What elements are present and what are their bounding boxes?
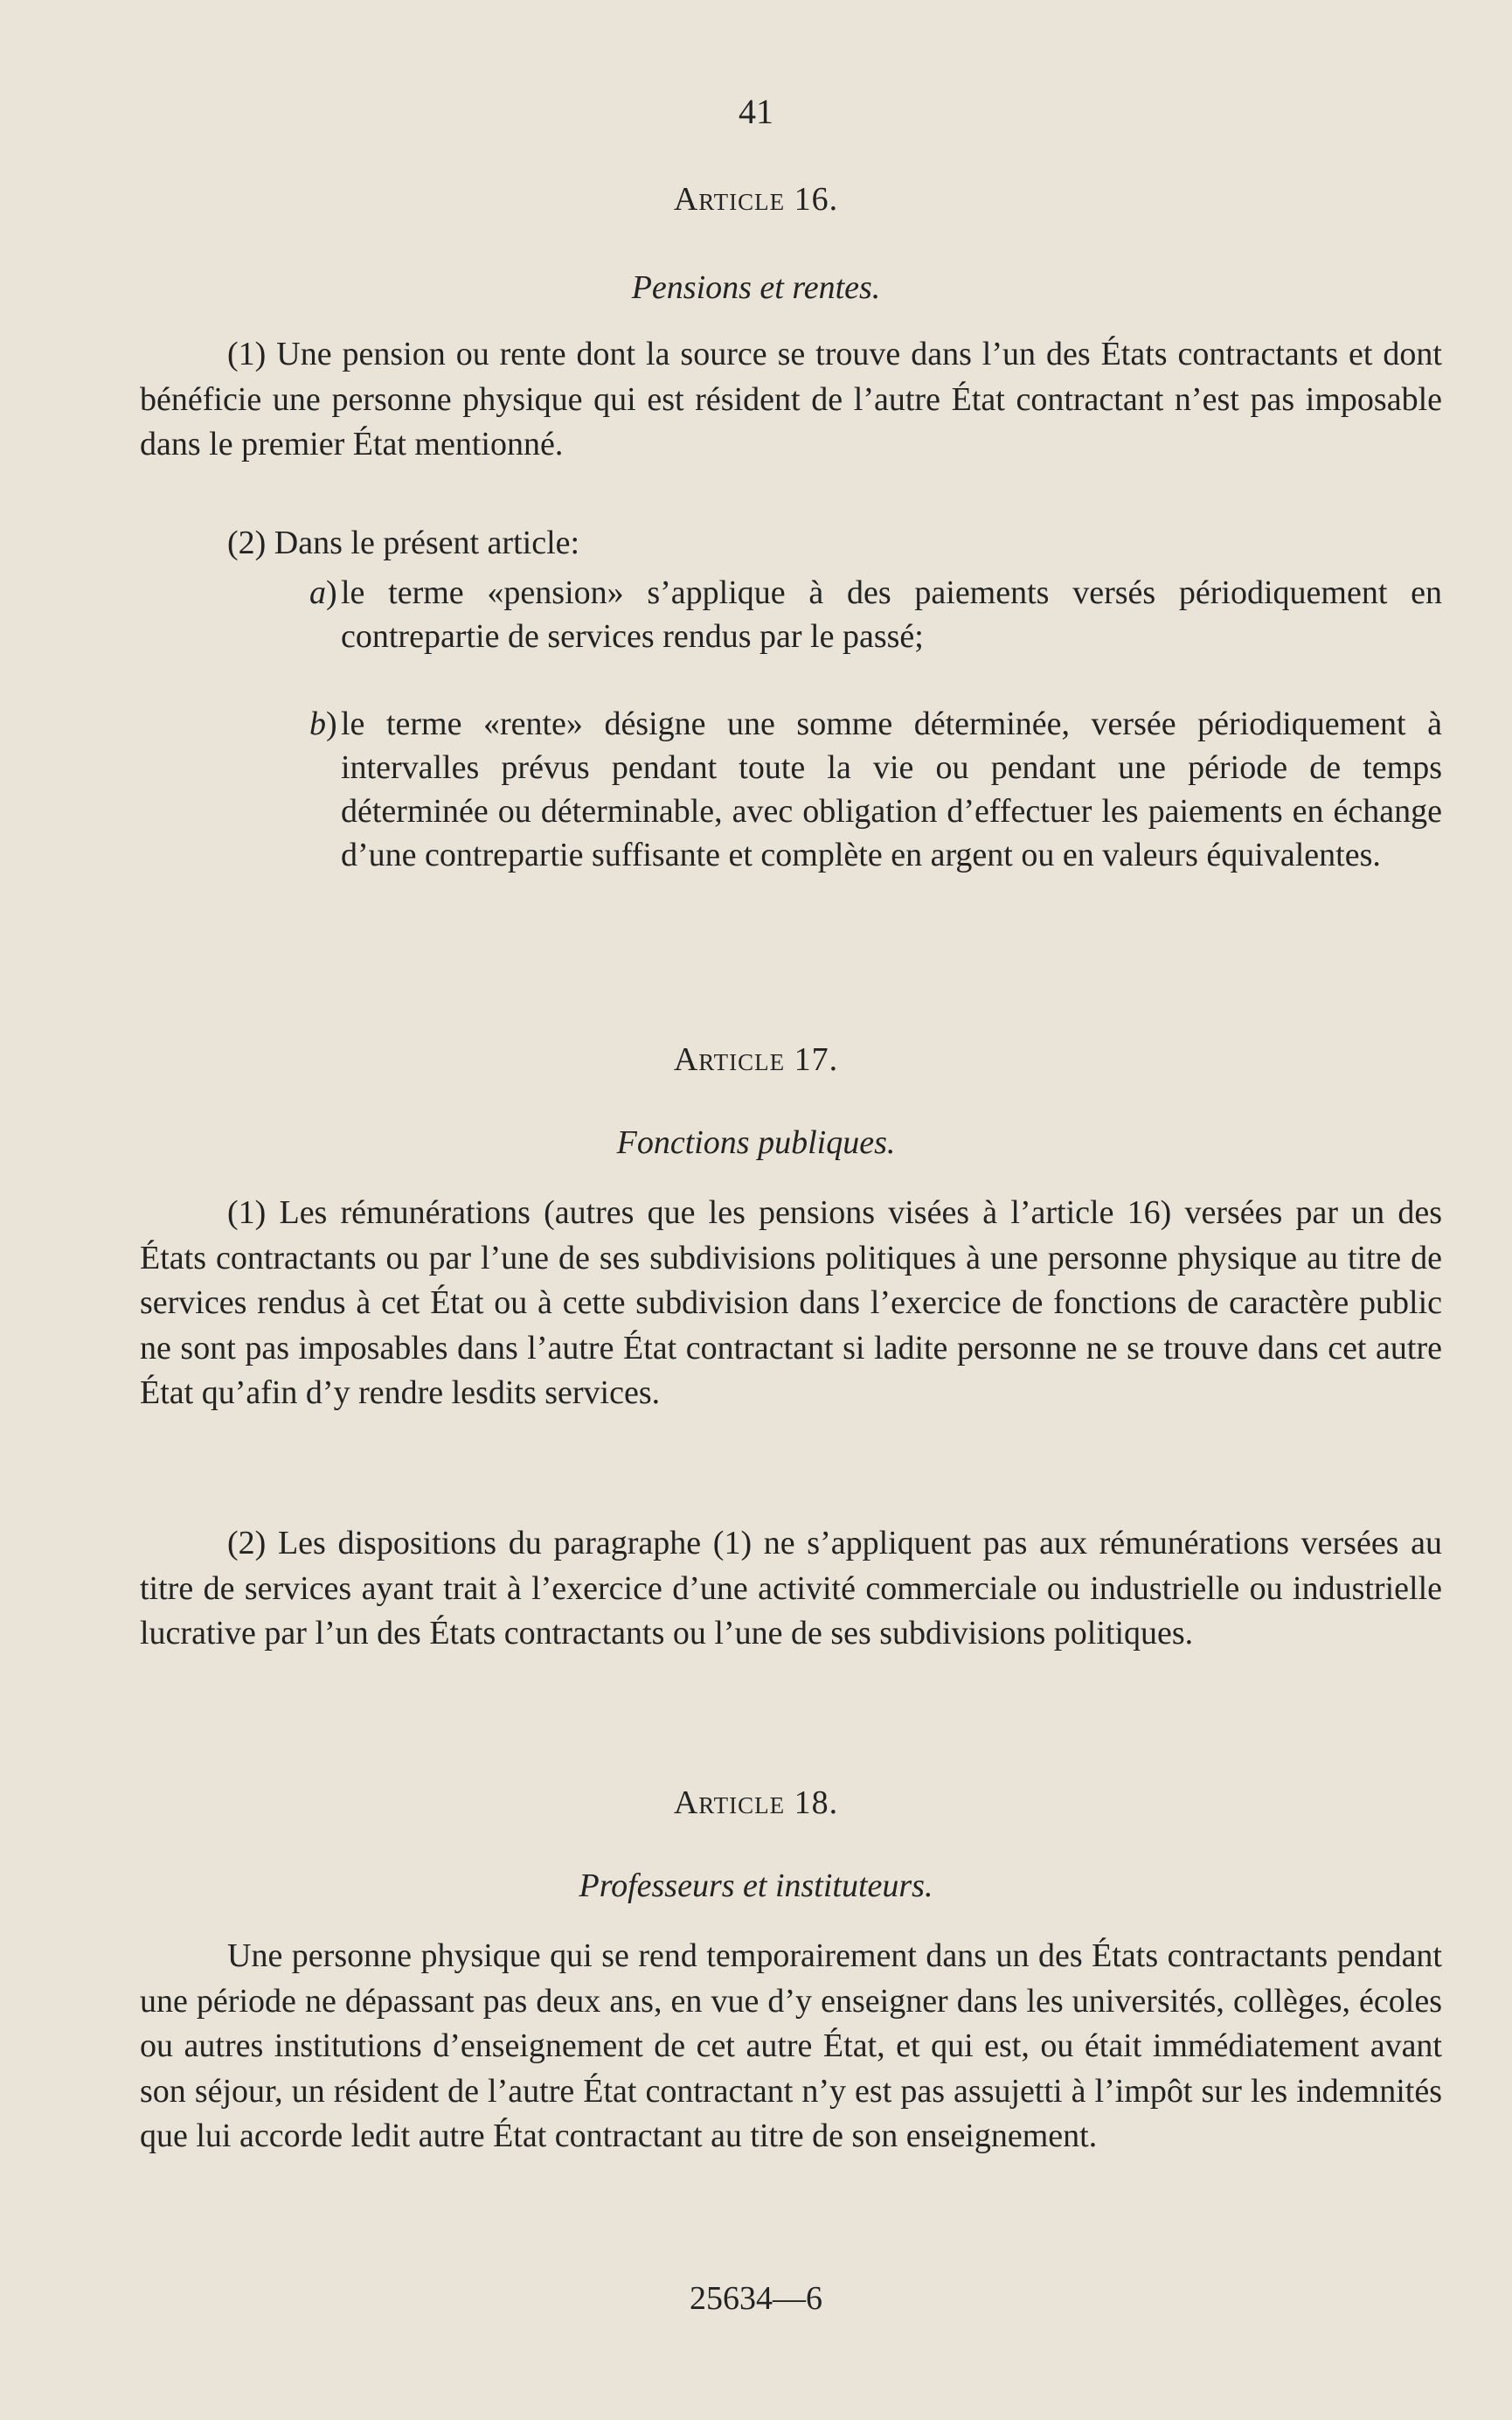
item-b-label: b) [309,706,337,742]
article-17-subtitle: Fonctions publiques. [616,1124,896,1161]
article-18-subtitle: Professeurs et instituteurs. [579,1867,933,1904]
article-18-title: Article 18. [673,1784,839,1821]
article-16-title: Article 16. [673,181,839,218]
article-16-paragraph-1: (1) Une pension ou rente dont la source se trouve dans l’un des États contractants et dont bénéficie une personne physique qui est résident de l’autre État contractant n’est pas imposable dans le premier État mentionné. [140,336,1442,462]
article-17-title: Article 17. [673,1041,839,1078]
page-number: 41 [739,92,773,131]
item-a-text: le terme «pension» s’applique à des paiements versés périodiquement en contrepartie de services rendus par le passé; [341,574,1442,655]
item-a-label: a) [309,574,337,611]
article-16-paragraph-2: (2) Dans le présent article: [227,525,580,561]
article-16-item-a [309,571,1442,658]
article-17-paragraph-2: (2) Les dispositions du paragraphe (1) ne s’appliquent pas aux rémunérations versées au titre de services ayant trait à l’exercice d’une activité commerciale ou industrielle ou industrielle lucrative par l’un des États contractants ou l’une de ses subdivisions politiques. [140,1525,1442,1652]
article-17-paragraph-1: (1) Les rémunérations (autres que les pensions visées à l’article 16) versées par un des États contractants ou par l’une de ses subdivisions politiques à une personne physique au titre de services rendus à cet État ou à cette subdivision dans l’exercice de fonctions de caractère public ne sont pas imposables dans l’autre État contractant si ladite personne ne se trouve dans cet autre État qu’afin d’y rendre lesdits services. [140,1194,1442,1411]
article-16-item-b [309,702,1442,877]
article-16-subtitle: Pensions et rentes. [631,269,881,306]
article-18-paragraph-1: Une personne physique qui se rend temporairement dans un des États contractants pendant une période ne dépassant pas deux ans, en vue d’y enseigner dans les universités, collèges, écoles ou autres institutions d’enseignement de cet autre État, et qui est, ou était immédiatement avant son séjour, un résident de l’autre État contractant n’y est pas assujetti à l’impôt sur les indemnités que lui accorde ledit autre État contractant au titre de son enseignement. [140,1937,1442,2154]
footer-code: 25634—6 [690,2280,822,2317]
item-b-text: le terme «rente» désigne une somme déterminée, versée périodiquement à intervalles prévus pendant toute la vie ou pendant une période de temps déterminée ou déterminable, avec obligation d’effectuer les paiements en échange d’une contrepartie suffisante et complète en argent ou en valeurs équivalentes. [341,706,1442,873]
